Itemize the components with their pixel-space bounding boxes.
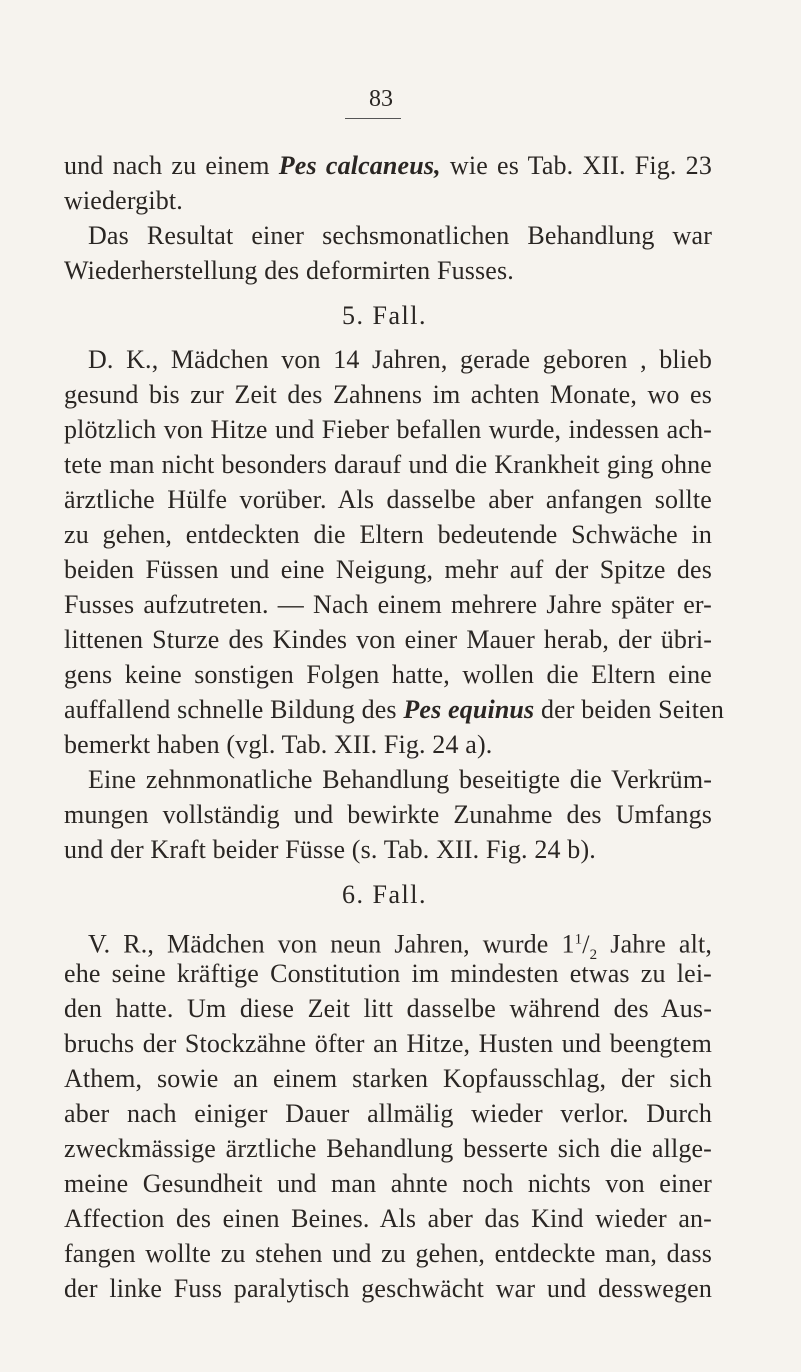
text-line: Athem, sowie an einem starken Kopfausschlag, der sich [64,1064,712,1093]
text-line: tete man nicht besonders darauf und die Krankheit ging ohne [64,450,712,479]
text-line: gesund bis zur Zeit des Zahnens im achten Monate, wo es [64,380,712,409]
section-heading: 6. Fall. [342,880,427,909]
text-line: zweckmässige ärztliche Behandlung besserte sich die allge- [64,1134,712,1163]
text-line: ehe seine kräftige Constitution im mindesten etwas zu lei- [64,959,712,988]
text-line: gens keine sonstigen Folgen hatte, wollen die Eltern eine [64,660,712,689]
text-line: ärztliche Hülfe vorüber. Als dasselbe aber anfangen sollte [64,485,712,514]
text-line: zu gehen, entdeckten die Eltern bedeutende Schwäche in [64,520,712,549]
text-line: den hatte. Um diese Zeit litt dasselbe während des Aus- [64,994,712,1023]
text-line: mungen vollständig und bewirkte Zunahme des Umfangs [64,800,712,829]
page-number: 83 [369,86,393,112]
text-line: bemerkt haben (vgl. Tab. XII. Fig. 24 a). [64,730,493,759]
text-line: meine Gesundheit und man ahnte noch nichts von einer [64,1169,712,1198]
text-line: wiedergibt. [64,186,183,215]
italic-term: Pes calcaneus, [278,151,441,180]
text-line: der linke Fuss paralytisch geschwächt war und desswegen [64,1274,712,1303]
text-line: und der Kraft beider Füsse (s. Tab. XII. Fig. 24 b). [64,835,596,864]
text-line: Affection des einen Beines. Als aber das Kind wieder an- [64,1204,712,1233]
text-line: plötzlich von Hitze und Fieber befallen wurde, indessen ach- [64,415,712,444]
section-heading: 5. Fall. [342,301,427,330]
text-line: auffallend schnelle Bildung des Pes equinus der beiden Seiten [64,695,725,724]
text-line: und nach zu einem Pes calcaneus, wie es Tab. XII. Fig. 23 [64,151,712,180]
text-line: beiden Füssen und eine Neigung, mehr auf der Spitze des [64,555,712,584]
text-line: Wiederherstellung des deformirten Fusses. [64,256,514,285]
italic-term: Pes equinus [403,695,535,724]
text-line: fangen wollte zu stehen und zu gehen, entdeckte man, dass [64,1239,712,1268]
text-line: littenen Sturze des Kindes von einer Mauer herab, der übri- [64,625,712,654]
text-line: Eine zehnmonatliche Behandlung beseitigte die Verkrüm- [88,765,712,794]
fraction: $^1/_2$ [574,929,598,963]
text-line: aber nach einiger Dauer allmälig wieder verlor. Durch [64,1099,712,1128]
text-line: bruchs der Stockzähne öfter an Hitze, Husten und beengtem [64,1029,712,1058]
text-line: Das Resultat einer sechsmonatlichen Behandlung war [88,221,712,250]
text-line: V. R., Mädchen von neun Jahren, wurde $1^1/_2$ Jahre alt, [88,929,712,963]
text-line: Fusses aufzutreten. — Nach einem mehrere Jahre später er- [64,590,712,619]
text-line: D. K., Mädchen von 14 Jahren, gerade geboren , blieb [88,345,712,374]
